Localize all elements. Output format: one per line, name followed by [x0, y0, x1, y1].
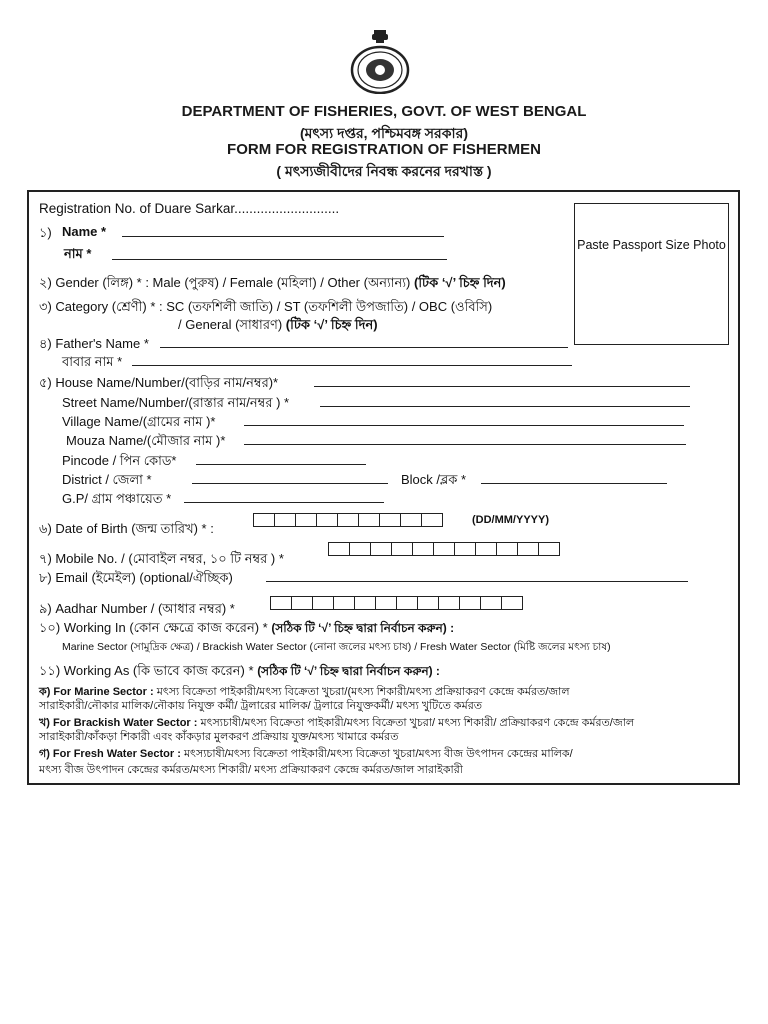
category-general: / General (সাধারণ) [178, 317, 283, 332]
brackish-sector-options-2[interactable]: সারাইকারী/কাঁকড়া শিকারী এবং কাঁকড়ার মুলকরণ প্রক্রিয়ায় যুক্ত/মৎস্য খামারে কর্মরত [39, 731, 399, 743]
mouza-input-line[interactable] [244, 444, 686, 445]
category-tick-hint: (টিক ‘√’ চিহ্ন দিন) [285, 317, 378, 332]
form-title-bengali: ( মৎস্যজীবীদের নিবন্ধ করনের দরখাস্ত ) [276, 163, 492, 179]
fresh-sector-options-1: মৎস্যচাষী/মৎস্য বিক্রেতা পাইকারী/মৎস্য বিক্রেতা খুচরা/মৎস্য বীজ উৎপাদন কেন্দ্রের মালিক/ [183, 748, 573, 760]
pincode-label: Pincode / পিন কোড* [62, 453, 177, 468]
gender-field[interactable] [39, 274, 506, 295]
category-line2[interactable] [178, 316, 378, 337]
sector-options[interactable]: Marine Sector (সামুদ্রিক ক্ষেত্র) / Brackish Water Sector (নোনা জলের মৎস্য চাষ) / Fresh Water Sector (মিষ্টি জলের মৎস্য চাষ) [62, 641, 611, 653]
village-label: Village Name/(গ্রামের নাম )* [62, 414, 216, 429]
marine-sector-options-1: মৎস্য বিক্রেতা পাইকারী/মৎস্য বিক্রেতা খুচরা/(মৎস্য শিকারী/মৎস্য প্রক্রিয়াকরণ কেন্দ্রে কর্মরত/জাল [156, 686, 570, 698]
working-as-tick-hint: (সঠিক টি ‘√’ চিহ্ন দ্বারা নির্বাচন করুন) : [257, 664, 440, 678]
brackish-sector-options-1: মৎস্যচাষী/মৎস্য বিক্রেতা পাইকারী/মৎস্য বিক্রেতা খুচরা/ মৎস্য শিকারী/ প্রক্রিয়াকরণ কেন্দ্রে কর্মরত/জাল [200, 717, 635, 729]
father-name-label-bengali: বাবার নাম * [62, 354, 123, 369]
street-label: Street Name/Number/(রাস্তার নাম/নম্বর ) * [62, 395, 290, 410]
working-in-tick-hint: (সঠিক টি ‘√’ চিহ্ন দ্বারা নির্বাচন করুন) : [271, 621, 455, 635]
district-input-line[interactable] [192, 483, 388, 484]
gp-input-line[interactable] [184, 502, 384, 503]
gp-label: G.P/ গ্রাম পঞ্চায়েত * [62, 491, 172, 506]
aadhar-input-boxes[interactable] [270, 596, 522, 610]
fresh-sector-options-2[interactable]: মৎস্য বীজ উৎপাদন কেন্দ্রের কর্মরত/মৎস্য শিকারী/ মৎস্য প্রক্রিয়াকরণ কেন্দ্রে কর্মরত/জাল সারাইকারী [39, 764, 463, 776]
pincode-input-line[interactable] [196, 464, 366, 465]
name-label: Name * [62, 224, 107, 239]
mobile-input-boxes[interactable] [328, 542, 559, 556]
village-input-line[interactable] [244, 425, 684, 426]
name-bengali-input-line[interactable] [112, 259, 447, 260]
form-title: FORM FOR REGISTRATION OF FISHERMEN [227, 141, 541, 158]
aadhar-label: ৯) Aadhar Number / (আধার নম্বর) * [39, 601, 235, 616]
father-name-input-line[interactable] [160, 347, 568, 348]
name-label-bengali: নাম * [64, 246, 92, 261]
working-as-label: ১১) Working As (কি ভাবে কাজ করেন) * [39, 663, 254, 678]
mouza-label: Mouza Name/(মৌজার নাম )* [66, 433, 226, 448]
dob-label: ৬) Date of Birth (জন্ম তারিখ) * : [39, 521, 214, 536]
working-as-field [39, 662, 440, 683]
brackish-sector-label: খ) For Brackish Water Sector : [39, 717, 198, 729]
father-name-label: ৪) Father's Name * [39, 336, 149, 351]
government-emblem-icon [350, 28, 410, 94]
street-input-line[interactable] [320, 406, 690, 407]
house-input-line[interactable] [314, 386, 690, 387]
name-input-line[interactable] [122, 236, 444, 237]
gender-label: ২) Gender (লিঙ্গ) * : Male (পুরুষ) / Female (মহিলা) / Other (অন্যান্য) [39, 275, 411, 290]
marine-sector-label: ক) For Marine Sector : [39, 686, 154, 698]
fresh-sector-label: গ) For Fresh Water Sector : [39, 748, 181, 760]
working-in-field [39, 619, 454, 640]
registration-number-label: Registration No. of Duare Sarkar............................ [39, 201, 340, 216]
working-in-label: ১০) Working In (কোন ক্ষেত্রে কাজ করেন) * [39, 620, 268, 635]
marine-sector-options-2[interactable]: সারাইকারী/নৌকার মালিক/নৌকায় নিযুক্ত কর্মী/ ট্রলারের মালিক/ ট্রলারে নিযুক্তকর্মী/ মৎস্য খুটিতে কর্মরত [39, 700, 483, 712]
father-name-bengali-input-line[interactable] [132, 365, 572, 366]
department-title-bengali: (মৎস্য দপ্তর, পশ্চিমবঙ্গ সরকার) [300, 125, 468, 141]
gender-tick-hint: (টিক ‘√’ চিহ্ন দিন) [413, 275, 506, 290]
dob-format-hint: (DD/MM/YYYY) [472, 514, 549, 526]
district-label: District / জেলা * [62, 472, 152, 487]
block-input-line[interactable] [481, 483, 667, 484]
category-label[interactable]: ৩) Category (শ্রেণী) * : SC (তফশিলী জাতি) / ST (তফশিলী উপজাতি) / OBC (ওবিসি) [39, 299, 493, 314]
dob-input-boxes[interactable] [253, 513, 442, 527]
block-label: Block /ব্লক * [401, 472, 467, 487]
mobile-label: ৭) Mobile No. / (মোবাইল নম্বর, ১০ টি নম্বর ) * [39, 551, 284, 566]
name-number: ১) [39, 225, 52, 240]
email-input-line[interactable] [266, 581, 688, 582]
email-label: ৮) Email (ইমেইল) (optional/ঐচ্ছিক) [39, 570, 233, 585]
photo-label: Paste Passport Size Photo [577, 238, 726, 252]
passport-photo-box[interactable] [574, 203, 729, 345]
department-title: DEPARTMENT OF FISHERIES, GOVT. OF WEST BENGAL [181, 103, 587, 120]
house-label: ৫) House Name/Number/(বাড়ির নাম/নম্বর)* [39, 375, 279, 390]
